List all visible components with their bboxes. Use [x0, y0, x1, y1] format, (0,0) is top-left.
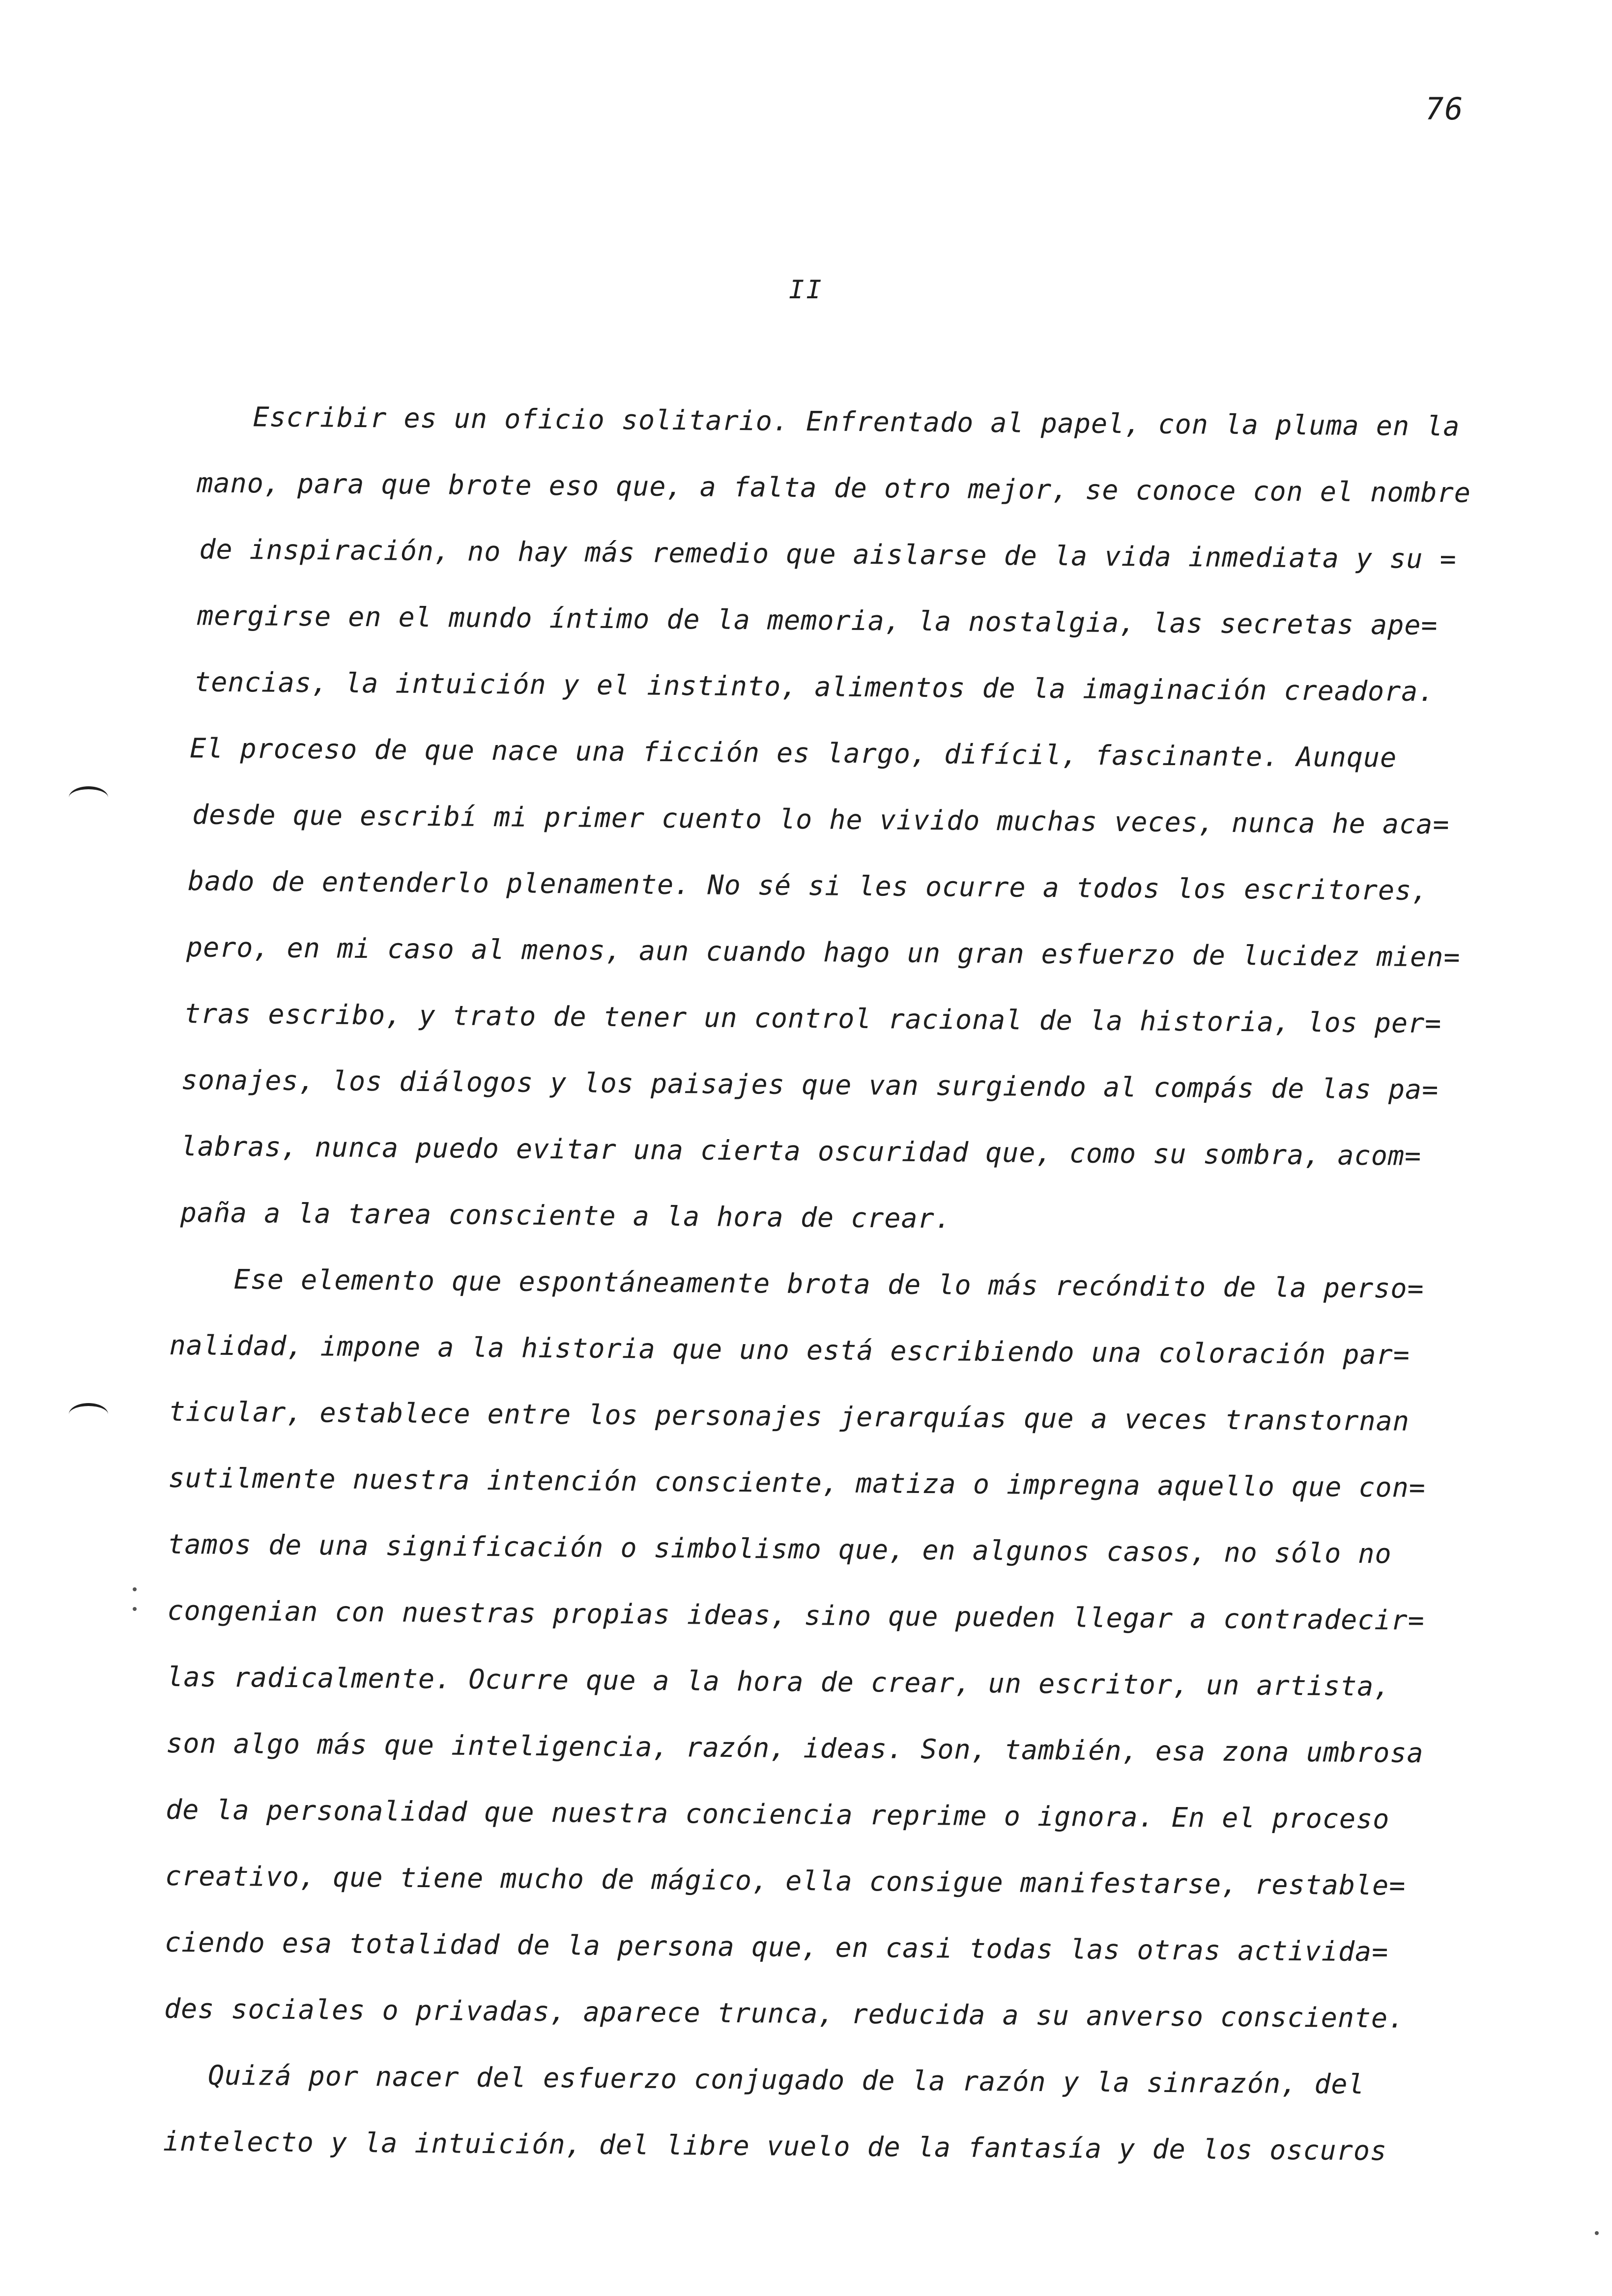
- text-line: El proceso de que nace una ficción es largo, difícil, fascinante. Aunque: [189, 732, 1397, 774]
- text-line: Escribir es un oficio solitario. Enfrentado al papel, con la pluma en la: [253, 401, 1460, 442]
- text-line: intelecto y la intuición, del libre vuelo de la fantasía y de los oscuros: [163, 2125, 1387, 2167]
- text-line: las radicalmente. Ocurre que a la hora de crear, un escritor, un artista,: [167, 1661, 1391, 1702]
- text-line: son algo más que inteligencia, razón, ideas. Son, también, esa zona umbrosa: [166, 1727, 1424, 1769]
- text-line: mano, para que brote eso que, a falta de otro mejor, se conoce con el nombre: [197, 467, 1471, 509]
- text-line: desde que escribí mi primer cuento lo he vivido muchas veces, nunca he aca=: [192, 799, 1450, 840]
- text-line: ticular, establece entre los personajes jerarquías que a veces transtornan: [169, 1395, 1410, 1437]
- text-line: sutilmente nuestra intención consciente, matiza o impregna aquello que con=: [168, 1462, 1426, 1504]
- text-line: de inspiración, no hay más remedio que aislarse de la vida inmediata y su =: [199, 533, 1457, 575]
- section-heading: II: [789, 275, 824, 305]
- text-line: de la personalidad que nuestra conciencia reprime o ignora. En el proceso: [165, 1793, 1390, 1835]
- text-line: sonajes, los diálogos y los paisajes que van surgiendo al compás de las pa=: [181, 1064, 1439, 1106]
- scan-speck: [1595, 2231, 1599, 2235]
- text-line: creativo, que tiene mucho de mágico, ella consigue manifestarse, restable=: [165, 1860, 1406, 1901]
- text-line: des sociales o privadas, aparece trunca, reducida a su anverso consciente.: [164, 1992, 1405, 2034]
- binding-hole-mark-bottom: [69, 1403, 108, 1426]
- text-line: ciendo esa totalidad de la persona que, en casi todas las otras activida=: [164, 1926, 1389, 1968]
- scan-speck: [133, 1607, 137, 1611]
- text-line: congenian con nuestras propias ideas, sino que pueden llegar a contradecir=: [167, 1594, 1425, 1636]
- text-line: nalidad, impone a la historia que uno está escribiendo una coloración par=: [169, 1329, 1410, 1371]
- text-line: tencias, la intuición y el instinto, alimentos de la imaginación creadora.: [194, 666, 1435, 708]
- text-line: Ese elemento que espontáneamente brota de lo más recóndito de la perso=: [233, 1263, 1424, 1304]
- scan-speck: [133, 1587, 137, 1591]
- text-line: bado de entenderlo plenamente. No sé si les ocurre a todos los escritores,: [187, 865, 1429, 907]
- text-line: pero, en mi caso al menos, aun cuando hago un gran esfuerzo de lucidez mien=: [186, 931, 1461, 973]
- page-number: 76: [1425, 91, 1464, 127]
- text-line: paña a la tarea consciente a la hora de crear.: [180, 1197, 952, 1234]
- body-text: [163, 383, 1504, 2185]
- text-line: tamos de una significación o simbolismo que, en algunos casos, no sólo no: [168, 1528, 1392, 1570]
- text-line: labras, nunca puedo evitar una cierta oscuridad que, como su sombra, acom=: [180, 1130, 1422, 1172]
- text-line: tras escribo, y trato de tener un control racional de la historia, los per=: [184, 998, 1442, 1039]
- text-line: Quizá por nacer del esfuerzo conjugado de la razón y la sinrazón, del: [207, 2059, 1365, 2100]
- binding-hole-mark-top: [69, 786, 108, 809]
- text-line: mergirse en el mundo íntimo de la memoria, la nostalgia, las secretas ape=: [197, 600, 1438, 641]
